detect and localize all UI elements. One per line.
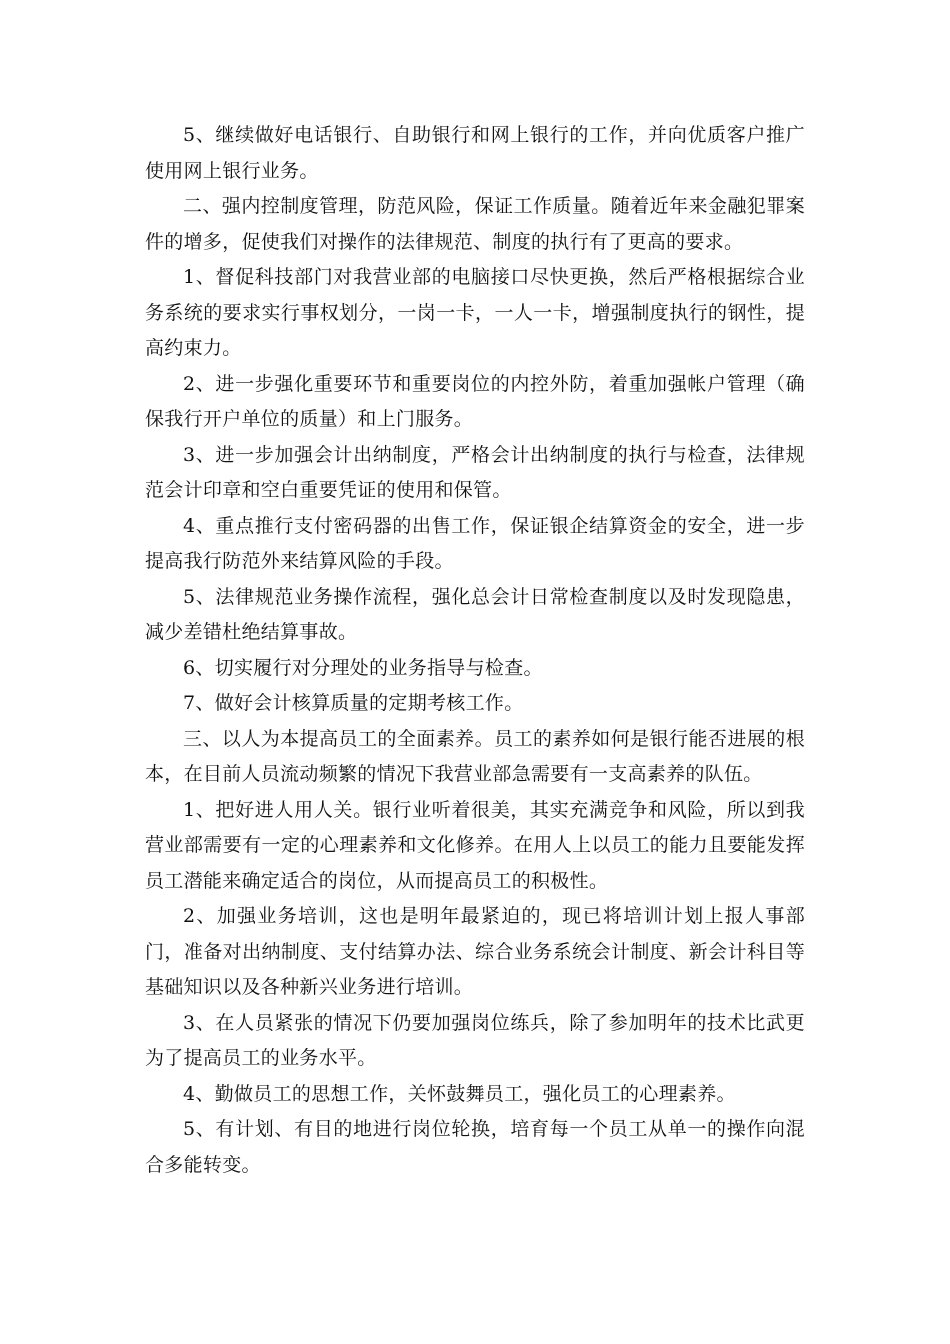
paragraph-6: 4、重点推行支付密码器的出售工作，保证银企结算资金的安全，进一步提高我行防范外来结算风险的手段。 xyxy=(145,514,805,572)
paragraph-9: 7、做好会计核算质量的定期考核工作。 xyxy=(183,692,524,714)
document-body xyxy=(145,118,805,1183)
paragraph-10: 三、以人为本提高员工的全面素养。员工的素养如何是银行能否进展的根本，在目前人员流动频繁的情况下我营业部急需要有一支高素养的队伍。 xyxy=(145,727,805,785)
paragraph-12: 2、加强业务培训，这也是明年最紧迫的，现已将培训计划上报人事部门，准备对出纳制度、支付结算办法、综合业务系统会计制度、新会计科目等基础知识以及各种新兴业务进行培训。 xyxy=(145,905,805,998)
paragraph-4: 2、进一步强化重要环节和重要岗位的内控外防，着重加强帐户管理（确保我行开户单位的质量）和上门服务。 xyxy=(145,372,805,430)
paragraph-5: 3、进一步加强会计出纳制度，严格会计出纳制度的执行与检查，法律规范会计印章和空白重要凭证的使用和保管。 xyxy=(145,443,805,501)
paragraph-15: 5、有计划、有目的地进行岗位轮换，培育每一个员工从单一的操作向混合多能转变。 xyxy=(145,1118,805,1176)
paragraph-11: 1、把好进人用人关。银行业听着很美，其实充满竞争和风险，所以到我营业部需要有一定的心理素养和文化修养。在用人上以员工的能力且要能发挥员工潜能来确定适合的岗位，从而提高员工的积极性。 xyxy=(145,798,805,892)
paragraph-13: 3、在人员紧张的情况下仍要加强岗位练兵，除了参加明年的技术比武更为了提高员工的业务水平。 xyxy=(145,1011,805,1069)
paragraph-7: 5、法律规范业务操作流程，强化总会计日常检查制度以及时发现隐患，减少差错杜绝结算事故。 xyxy=(145,585,805,643)
paragraph-1: 5、继续做好电话银行、自助银行和网上银行的工作，并向优质客户推广使用网上银行业务。 xyxy=(145,124,805,182)
paragraph-14: 4、勤做员工的思想工作，关怀鼓舞员工，强化员工的心理素养。 xyxy=(183,1082,736,1105)
paragraph-3: 1、督促科技部门对我营业部的电脑接口尽快更换，然后严格根据综合业务系统的要求实行事权划分，一岗一卡，一人一卡，增强制度执行的钢性，提高约束力。 xyxy=(145,266,805,359)
paragraph-2: 二、强内控制度管理，防范风险，保证工作质量。随着近年来金融犯罪案件的增多，促使我们对操作的法律规范、制度的执行有了更高的要求。 xyxy=(145,195,805,253)
paragraph-8: 6、切实履行对分理处的业务指导与检查。 xyxy=(183,656,543,679)
